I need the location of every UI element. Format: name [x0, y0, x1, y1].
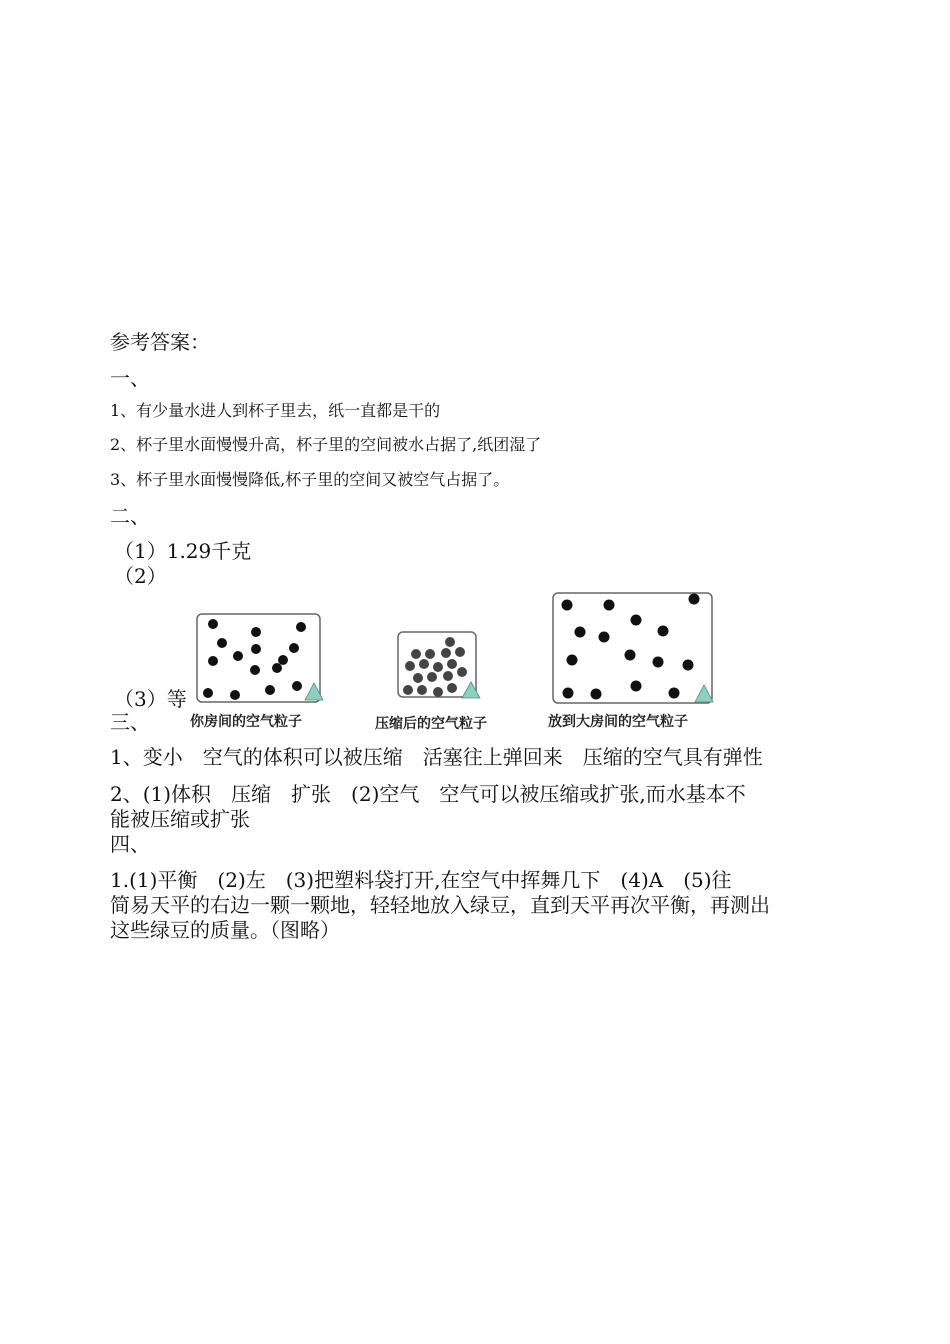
particle-dot: [591, 689, 602, 700]
room-particles: [203, 619, 306, 700]
section-3-line: 2、(1)体积 压缩 扩张 (2)空气 空气可以被压缩或扩张,而水基本不: [110, 782, 746, 806]
particle-dot: [433, 662, 443, 672]
particle-dot: [278, 655, 288, 665]
particle-dot: [567, 655, 578, 666]
particle-dot: [433, 687, 443, 697]
section-4-line: 这些绿豆的质量。（图略）: [110, 918, 340, 942]
particle-dot: [265, 685, 275, 695]
particle-dot: [403, 685, 413, 695]
section-1-heading: 一、: [110, 366, 150, 390]
particle-dot: [563, 688, 574, 699]
particle-dot: [251, 644, 261, 654]
particle-dot: [296, 622, 306, 632]
section-4-line: 简易天平的右边一颗一颗地，轻轻地放入绿豆，直到天平再次平衡，再测出: [110, 893, 770, 917]
particle-dot: [689, 594, 700, 605]
particle-dot: [669, 688, 680, 699]
particle-dot: [653, 657, 664, 668]
section-2-item: （1）1.29千克: [114, 539, 252, 563]
particle-dot: [683, 660, 694, 671]
figure-caption: 你房间的空气粒子: [190, 714, 302, 730]
section-3-heading: 三、: [110, 710, 150, 734]
watermark-icon: [462, 682, 480, 698]
particle-dot: [405, 661, 415, 671]
particle-dot: [562, 600, 573, 611]
particle-dot: [272, 663, 282, 673]
particle-dot: [457, 667, 467, 677]
particle-dot: [217, 638, 227, 648]
section-3-line: 能被压缩或扩张: [110, 807, 250, 831]
particle-dot: [604, 600, 615, 611]
particle-dot: [250, 665, 260, 675]
section-3-line: 1、变小 空气的体积可以被压缩 活塞往上弹回来 压缩的空气具有弹性: [110, 745, 763, 769]
section-4-heading: 四、: [110, 832, 150, 856]
particle-dot: [441, 648, 451, 658]
particle-dot: [208, 656, 218, 666]
particle-dot: [251, 627, 261, 637]
particle-dot: [631, 615, 642, 626]
particle-dot: [417, 685, 427, 695]
particle-dot: [631, 681, 642, 692]
particle-dot: [413, 673, 423, 683]
section-4-line: 1.(1)平衡 (2)左 (3)把塑料袋打开,在空气中挥舞几下 (4)A (5)往: [110, 868, 732, 892]
particle-dot: [427, 672, 437, 682]
particle-dot: [575, 627, 586, 638]
particle-dot: [599, 632, 610, 643]
particle-dot: [208, 619, 218, 629]
figure-caption: 放到大房间的空气粒子: [548, 714, 688, 730]
answer-title: 参考答案：: [110, 330, 210, 354]
watermark-icon: [695, 685, 713, 702]
particle-dot: [447, 683, 457, 693]
particle-dot: [289, 643, 299, 653]
section-2-item: （2）: [114, 564, 167, 588]
particle-dot: [233, 651, 243, 661]
section-1-item: 1、有少量水进人到杯子里去，纸一直都是干的: [110, 401, 441, 420]
figure-caption: 压缩后的空气粒子: [375, 716, 487, 732]
particle-dot: [455, 647, 465, 657]
big-room-particles: [562, 594, 700, 700]
section-2-heading: 二、: [110, 504, 150, 528]
particle-dot: [411, 649, 421, 659]
particle-dot: [658, 626, 669, 637]
particle-dot: [447, 659, 457, 669]
section-2-item: （3）等: [114, 687, 187, 711]
compressed-particles: [403, 637, 467, 697]
particle-dot: [419, 659, 429, 669]
section-1-item: 2、杯子里水面慢慢升高，杯子里的空间被水占据了,纸团湿了: [110, 435, 542, 454]
particle-dot: [625, 650, 636, 661]
particle-dot: [445, 637, 455, 647]
particle-dot: [443, 671, 453, 681]
particle-dot: [425, 649, 435, 659]
section-1-item: 3、杯子里水面慢慢降低,杯子里的空间又被空气占据了。: [110, 470, 510, 489]
particle-dot: [292, 681, 302, 691]
particle-dot: [230, 690, 240, 700]
particle-dot: [203, 688, 213, 698]
